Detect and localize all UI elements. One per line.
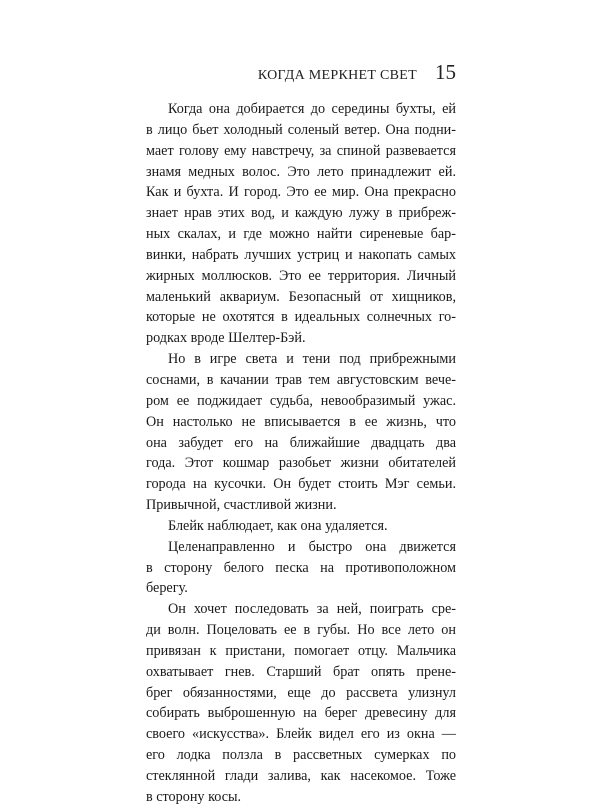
body-text — [146, 99, 456, 808]
text-line: знает нрав этих вод, и каждую лужу в прибреж- — [146, 205, 456, 222]
text-line: Привычной, счастливой жизни. — [146, 497, 337, 514]
paragraph-first-line: Он хочет последовать за ней, поиграть сре- — [168, 601, 456, 618]
text-line: она забудет его на ближайшие двадцать два — [146, 434, 456, 451]
text-line: города на кусочки. Он будет стоить Мэг семьи. — [146, 476, 456, 493]
paragraph-first-line: Когда она добирается до середины бухты, ей — [168, 101, 456, 117]
text-line: ром ее поджидает судьба, невообразимый ужас. — [146, 392, 456, 409]
page-number: 15 — [435, 60, 456, 84]
text-line: маленький аквариум. Безопасный от хищников, — [146, 288, 456, 305]
text-line: охватывает гнев. Старший брат опять прене- — [146, 663, 456, 680]
text-line: берегу. — [146, 580, 188, 597]
text-line: соснами, в качании трав тем августовским вече- — [146, 371, 456, 388]
text-line: в лицо бьет холодный соленый ветер. Она подни- — [146, 121, 456, 138]
text-line: винки, набрать лучших устриц и накопать самых — [146, 246, 456, 263]
text-line: его лодка ползла в рассветных сумерках по — [146, 747, 456, 764]
text-line: привязан к пристани, помогает отцу. Мальчика — [146, 642, 456, 659]
text-line: родках вроде Шелтер-Бэй. — [146, 330, 306, 347]
text-line: жирных моллюсков. Это ее территория. Личный — [146, 267, 456, 284]
text-line: собирать выброшенную на берег древесину для — [146, 705, 456, 722]
text-line: ди волн. Поцеловать ее в губы. Но все лето он — [146, 622, 456, 639]
text-line: мает голову ему навстречу, за спиной развевается — [146, 142, 456, 159]
paragraph-first-line: Блейк наблюдает, как она удаляется. — [168, 517, 388, 534]
text-line: Как и бухта. И город. Это ее мир. Она прекрасно — [146, 184, 456, 201]
paragraph-first-line: Целенаправленно и быстро она движется — [168, 538, 456, 555]
text-line: в сторону косы. — [146, 788, 242, 805]
text-line: Он настолько не вписывается в ее жизнь, что — [146, 413, 456, 430]
text-line: своего «искусства». Блейк видел его из окна — — [146, 726, 456, 743]
running-header — [146, 60, 456, 85]
text-line: стеклянной глади залива, как насекомое. Тоже — [146, 768, 456, 784]
paragraph-first-line: Но в игре света и тени под прибрежными — [168, 351, 456, 368]
text-line: ных скалах, и где можно найти сиреневые бар- — [146, 226, 456, 243]
text-line: в сторону белого песка на противоположном — [146, 559, 456, 576]
text-line: которые не охотятся в идеальных солнечных го- — [146, 309, 456, 326]
text-line: брег обязанностями, еще до рассвета улизнул — [146, 684, 456, 701]
text-line: года. Этот кошмар разобьет жизни обитателей — [146, 455, 456, 472]
text-line: знамя медных волос. Это лето принадлежит ей. — [146, 163, 456, 180]
running-title: КОГДА МЕРКНЕТ СВЕТ — [257, 68, 417, 83]
